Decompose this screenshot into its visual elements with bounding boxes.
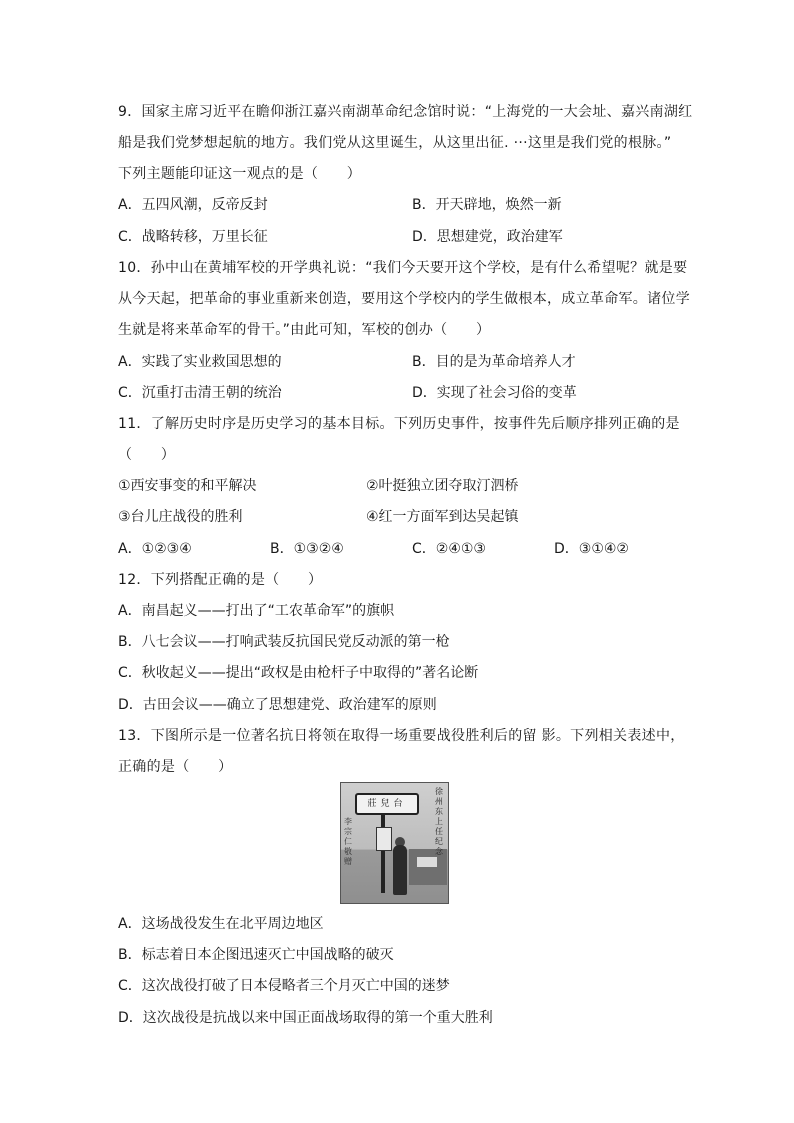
q13-option-d: D．这次战役是抗战以来中国正面战场取得的第一个重大胜利 <box>118 1010 493 1026</box>
q12-option-a: A．南昌起义——打出了“工农革命军”的旗帜 <box>118 603 395 619</box>
photo-inscription-left: 李宗仁敬赠 <box>344 817 352 866</box>
q13-option-c: C．这次战役打破了日本侵略者三个月灭亡中国的迷梦 <box>118 978 450 994</box>
q11-option-b: B．①③②④ <box>270 541 344 557</box>
q10-stem-line2: 从今天起，把革命的事业重新来创造，要用这个学校内的学生做根本，成立革命军。诸位学 <box>118 291 690 307</box>
q9-stem-line1: 9．国家主席习近平在瞻仰浙江嘉兴南湖革命纪念馆时说：“上海党的一大会址、嘉兴南湖红 <box>118 104 693 120</box>
q11-event-2: ②叶挺独立团夺取汀泗桥 <box>366 478 519 494</box>
q10-stem-line3: 生就是将来革命军的骨干。”由此可知，军校的创办（ ） <box>118 322 491 338</box>
q9-option-b: B．开天辟地，焕然一新 <box>412 197 562 213</box>
q11-option-d: D．③①④② <box>554 541 629 557</box>
q10-option-d: D．实现了社会习俗的变革 <box>412 385 577 401</box>
photo-sign: 莊兒台 <box>355 793 419 815</box>
q12-option-c: C．秋收起义——提出“政权是由枪杆子中取得的”著名论断 <box>118 665 479 681</box>
q10-option-c: C．沉重打击清王朝的统治 <box>118 385 282 401</box>
q13-stem-line1: 13．下图所示是一位著名抗日将领在取得一场重要战役胜利后的留 影。下列相关表述中， <box>118 728 685 744</box>
q10-option-b: B．目的是为革命培养人才 <box>412 354 576 370</box>
q13-stem-line2: 正确的是（ ） <box>118 759 233 775</box>
q10-option-a: A．实践了实业救国思想的 <box>118 354 282 370</box>
photo-wall-sign <box>417 857 437 867</box>
q9-option-a: A．五四风潮，反帝反封 <box>118 197 268 213</box>
photo-inscription-right: 徐州东上任纪念 <box>435 787 443 856</box>
q9-stem-line2: 船是我们党梦想起航的地方。我们党从这里诞生，从这里出征. ···这里是我们党的根脉。” <box>118 135 672 151</box>
photo-plate <box>376 827 392 851</box>
q9-option-d: D．思想建党，政治建军 <box>412 229 563 245</box>
q12-stem-line1: 12．下列搭配正确的是（ ） <box>118 572 323 588</box>
photo-sign-pole <box>381 813 385 893</box>
q11-stem-line2: （ ） <box>118 447 176 463</box>
q11-event-3: ③台儿庄战役的胜利 <box>118 509 243 525</box>
q13-option-a: A．这场战役发生在北平周边地区 <box>118 916 324 932</box>
taierzhuang-photo <box>340 782 449 904</box>
q12-option-b: B．八七会议——打响武装反抗国民党反动派的第一枪 <box>118 634 450 650</box>
photo-person <box>393 845 407 895</box>
q11-option-c: C．②④①③ <box>412 541 486 557</box>
q12-option-d: D．古田会议——确立了思想建党、政治建军的原则 <box>118 697 437 713</box>
q9-stem-line3: 下列主题能印证这一观点的是（ ） <box>118 166 362 182</box>
q11-stem-line1: 11．了解历史时序是历史学习的基本目标。下列历史事件，按事件先后顺序排列正确的是 <box>118 416 680 432</box>
q11-option-a: A．①②③④ <box>118 541 192 557</box>
q13-option-b: B．标志着日本企图迅速灭亡中国战略的破灭 <box>118 947 394 963</box>
q10-stem-line1: 10．孙中山在黄埔军校的开学典礼说：“我们今天要开这个学校，是有什么希望呢？就是要 <box>118 260 688 276</box>
q9-option-c: C．战略转移，万里长征 <box>118 229 268 245</box>
q11-event-4: ④红一方面军到达吴起镇 <box>366 509 519 525</box>
q11-event-1: ①西安事变的和平解决 <box>118 478 257 494</box>
